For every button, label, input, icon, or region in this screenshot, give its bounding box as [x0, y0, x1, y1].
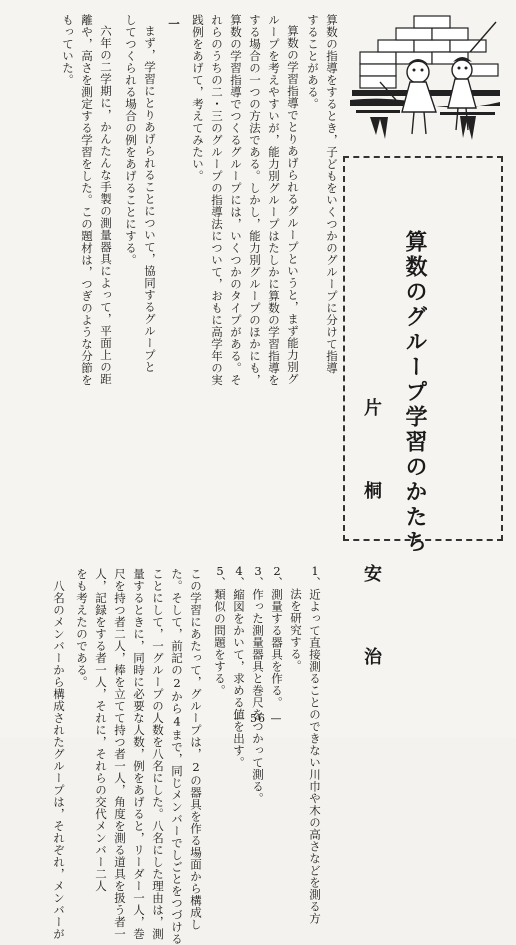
list-number-3: 3	[254, 565, 262, 577]
brick-wall-illustration	[350, 12, 502, 144]
intro-col-7: れらのうちの二・三のグループの指導法について，おもに高学年の実	[210, 14, 224, 386]
list-text-1: 近よって直接測ることのできない川巾や木の高さなどを測る方	[308, 588, 322, 925]
list-number-5: 5	[216, 565, 224, 577]
list-item-5: 5、類似の問題をする。	[213, 565, 227, 697]
lower-col-7: をも考えたのである。	[75, 568, 89, 688]
page-number: — 56 —	[233, 712, 283, 725]
intro-col-8: 践例をあげて，考えてみたい。	[191, 14, 205, 182]
list-item-3: 3、作った測量器具と巻尺をつかって測る。	[251, 565, 265, 805]
lower-col-3: ことにして，一グループの人数を八名にした。八名にした理由は，測	[151, 568, 165, 940]
section1-col-1: まず，学習にとりあげられることについて，協同するグループと	[143, 25, 157, 373]
list-text-3: 作った測量器具と巻尺をつかって測る。	[251, 588, 265, 805]
lower-col-8: 八名のメンバーから構成されたグループは，それぞれ，メンバーが	[52, 580, 66, 940]
lower-col-4: 量するときに，同時に必要な人数，例をあげると，リーダー一人，巻	[132, 568, 146, 940]
list-text-4: 縮図をかいて，求める値を出す。	[232, 588, 246, 769]
list-text-5: 類似の問題をする。	[213, 588, 227, 697]
section1-col-2: してつくられる場合の例をあげることにする。	[124, 14, 138, 266]
intro-col-3: 算数の学習指導でとりあげられるグループというと，まず能力別グ	[286, 25, 300, 385]
section1-col-4: 離や，高さを測定する学習をした。この題材は，つぎのような分節を	[80, 14, 94, 386]
list-item-1: 1、近よって直接測ることのできない川巾や木の高さなどを測る方	[308, 565, 322, 925]
lower-col-5: 尺を持つ者二人，棒を立てて持つ者一人，角度を測る道具を扱う者一	[113, 568, 127, 940]
section1-col-3: 六年の二学期に，かんたんな手製の測量器具によって，平面上の距	[99, 25, 113, 385]
intro-col-4: ループを考えやすいが，能力別グループはたしかに算数の学習指導を	[267, 14, 281, 386]
list-number-4: 4	[235, 565, 243, 577]
intro-col-2: することがある。	[306, 14, 320, 110]
author-name: 片 桐 安 治	[361, 398, 382, 687]
intro-col-6: 算数の学習指導でつくるグループには，いくつかのタイプがある。そ	[229, 14, 243, 386]
section-marker: 一	[167, 18, 181, 30]
section1-col-5: もっていた。	[61, 14, 75, 86]
list-item-1-cont: 法を研究する。	[289, 588, 303, 672]
article-title: 算数のグループ学習のかたち	[402, 230, 428, 555]
intro-col-1: 算数の指導をするとき，子どもをいくつかのグループに分けて指導	[325, 14, 339, 374]
list-item-4: 4、縮図をかいて，求める値を出す。	[232, 565, 246, 769]
list-number-1: 1	[311, 565, 319, 577]
lower-col-6: 人，記録をする者一人，それに，それらの交代メンバー二人	[94, 568, 108, 892]
lower-col-2: た。そして，前記の2から4まで，同じメンバーでしごとをつづける	[170, 568, 184, 945]
intro-col-5: する場合の一つの方法である。しかし，能力別グループのほかにも，	[248, 14, 262, 386]
lower-col-1: この学習にあたって，グループは，2の器具を作る場面から構成し	[189, 568, 203, 931]
list-number-2: 2	[273, 565, 281, 577]
list-item-2: 2、測量する器具を作る。	[270, 565, 284, 709]
list-text-2: 測量する器具を作る。	[270, 588, 284, 709]
